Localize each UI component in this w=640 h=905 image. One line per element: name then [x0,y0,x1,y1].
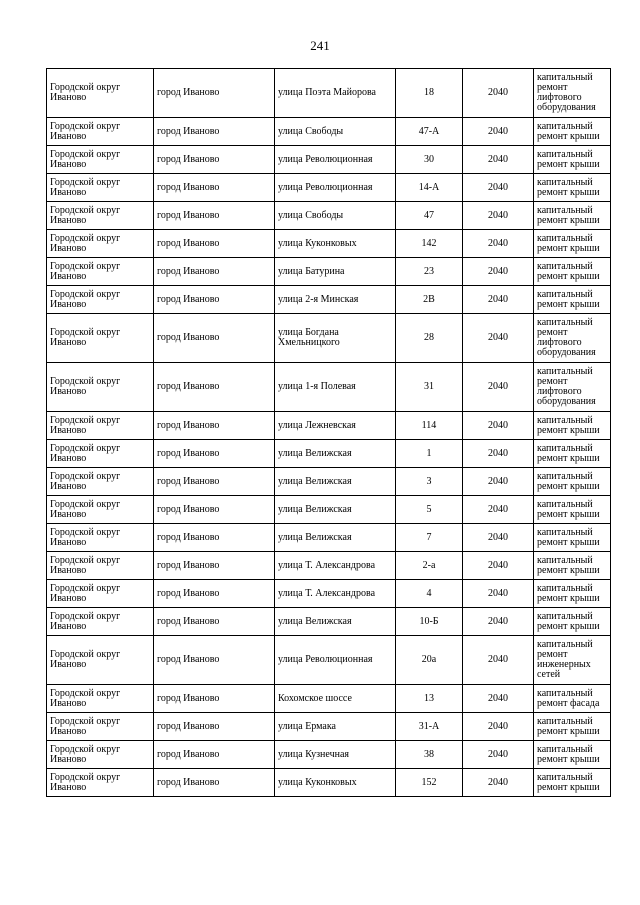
planned-year-cell: 2040 [463,608,534,636]
settlement-cell: город Иваново [154,769,275,797]
street-cell: улица Велижская [275,468,396,496]
street-cell: улица Революционная [275,636,396,685]
house-number-cell: 20а [396,636,463,685]
municipal-district-cell: Городской округ Иваново [47,552,154,580]
table-row [47,440,611,468]
work-type-cell: капитальный ремонт крыши [534,440,611,468]
table-row [47,314,611,363]
municipal-district-cell: Городской округ Иваново [47,468,154,496]
municipal-district-cell: Городской округ Иваново [47,118,154,146]
settlement-cell: город Иваново [154,363,275,412]
street-cell: улица 1-я Полевая [275,363,396,412]
work-type-cell: капитальный ремонт крыши [534,468,611,496]
work-type-cell: капитальный ремонт крыши [534,286,611,314]
street-cell: улица Т. Александрова [275,552,396,580]
table-row [47,496,611,524]
table-row [47,769,611,797]
planned-year-cell: 2040 [463,685,534,713]
planned-year-cell: 2040 [463,69,534,118]
repair-registry-table [46,68,611,797]
house-number-cell: 13 [396,685,463,713]
work-type-cell: капитальный ремонт крыши [534,174,611,202]
work-type-cell: капитальный ремонт крыши [534,118,611,146]
planned-year-cell: 2040 [463,146,534,174]
house-number-cell: 3 [396,468,463,496]
work-type-cell: капитальный ремонт фасада [534,685,611,713]
municipal-district-cell: Городской округ Иваново [47,286,154,314]
street-cell: улица Богдана Хмельницкого [275,314,396,363]
settlement-cell: город Иваново [154,741,275,769]
municipal-district-cell: Городской округ Иваново [47,69,154,118]
house-number-cell: 31-А [396,713,463,741]
planned-year-cell: 2040 [463,286,534,314]
table-row [47,741,611,769]
planned-year-cell: 2040 [463,314,534,363]
work-type-cell: капитальный ремонт крыши [534,496,611,524]
table-row [47,258,611,286]
street-cell: Кохомское шоссе [275,685,396,713]
work-type-cell: капитальный ремонт крыши [534,202,611,230]
street-cell: улица Свободы [275,118,396,146]
settlement-cell: город Иваново [154,230,275,258]
street-cell: улица Велижская [275,608,396,636]
house-number-cell: 7 [396,524,463,552]
house-number-cell: 28 [396,314,463,363]
municipal-district-cell: Городской округ Иваново [47,608,154,636]
settlement-cell: город Иваново [154,314,275,363]
municipal-district-cell: Городской округ Иваново [47,363,154,412]
house-number-cell: 14-А [396,174,463,202]
planned-year-cell: 2040 [463,713,534,741]
work-type-cell: капитальный ремонт крыши [534,258,611,286]
street-cell: улица Велижская [275,496,396,524]
table-row [47,230,611,258]
street-cell: улица Куконковых [275,769,396,797]
work-type-cell: капитальный ремонт крыши [534,769,611,797]
planned-year-cell: 2040 [463,468,534,496]
work-type-cell: капитальный ремонт лифтового оборудования [534,314,611,363]
settlement-cell: город Иваново [154,286,275,314]
house-number-cell: 23 [396,258,463,286]
table-row [47,608,611,636]
house-number-cell: 47-А [396,118,463,146]
settlement-cell: город Иваново [154,440,275,468]
settlement-cell: город Иваново [154,412,275,440]
planned-year-cell: 2040 [463,174,534,202]
house-number-cell: 2В [396,286,463,314]
municipal-district-cell: Городской округ Иваново [47,202,154,230]
table-row [47,552,611,580]
settlement-cell: город Иваново [154,636,275,685]
municipal-district-cell: Городской округ Иваново [47,713,154,741]
table-row [47,69,611,118]
planned-year-cell: 2040 [463,440,534,468]
table-row [47,524,611,552]
settlement-cell: город Иваново [154,69,275,118]
house-number-cell: 114 [396,412,463,440]
work-type-cell: капитальный ремонт крыши [534,580,611,608]
settlement-cell: город Иваново [154,580,275,608]
planned-year-cell: 2040 [463,258,534,286]
planned-year-cell: 2040 [463,202,534,230]
settlement-cell: город Иваново [154,524,275,552]
work-type-cell: капитальный ремонт крыши [534,713,611,741]
planned-year-cell: 2040 [463,552,534,580]
table-row [47,146,611,174]
municipal-district-cell: Городской округ Иваново [47,741,154,769]
settlement-cell: город Иваново [154,202,275,230]
table-row [47,412,611,440]
settlement-cell: город Иваново [154,118,275,146]
table-row [47,468,611,496]
work-type-cell: капитальный ремонт крыши [534,230,611,258]
settlement-cell: город Иваново [154,468,275,496]
settlement-cell: город Иваново [154,552,275,580]
house-number-cell: 10-Б [396,608,463,636]
planned-year-cell: 2040 [463,769,534,797]
house-number-cell: 152 [396,769,463,797]
house-number-cell: 31 [396,363,463,412]
street-cell: улица Революционная [275,146,396,174]
settlement-cell: город Иваново [154,258,275,286]
table-body [47,69,611,797]
street-cell: улица Батурина [275,258,396,286]
municipal-district-cell: Городской округ Иваново [47,412,154,440]
street-cell: улица Поэта Майорова [275,69,396,118]
street-cell: улица Революционная [275,174,396,202]
municipal-district-cell: Городской округ Иваново [47,146,154,174]
house-number-cell: 30 [396,146,463,174]
work-type-cell: капитальный ремонт крыши [534,608,611,636]
table-row [47,202,611,230]
table-row [47,286,611,314]
work-type-cell: капитальный ремонт крыши [534,146,611,174]
table-row [47,118,611,146]
planned-year-cell: 2040 [463,363,534,412]
street-cell: улица Куконковых [275,230,396,258]
table-row [47,580,611,608]
table-row [47,174,611,202]
house-number-cell: 47 [396,202,463,230]
municipal-district-cell: Городской округ Иваново [47,580,154,608]
planned-year-cell: 2040 [463,230,534,258]
settlement-cell: город Иваново [154,174,275,202]
street-cell: улица Свободы [275,202,396,230]
municipal-district-cell: Городской округ Иваново [47,496,154,524]
municipal-district-cell: Городской округ Иваново [47,685,154,713]
work-type-cell: капитальный ремонт крыши [534,741,611,769]
municipal-district-cell: Городской округ Иваново [47,440,154,468]
house-number-cell: 142 [396,230,463,258]
planned-year-cell: 2040 [463,741,534,769]
settlement-cell: город Иваново [154,608,275,636]
municipal-district-cell: Городской округ Иваново [47,174,154,202]
settlement-cell: город Иваново [154,146,275,174]
house-number-cell: 4 [396,580,463,608]
house-number-cell: 2-а [396,552,463,580]
planned-year-cell: 2040 [463,524,534,552]
house-number-cell: 38 [396,741,463,769]
municipal-district-cell: Городской округ Иваново [47,230,154,258]
page-number: 241 [310,38,330,53]
municipal-district-cell: Городской округ Иваново [47,524,154,552]
table-row [47,685,611,713]
planned-year-cell: 2040 [463,636,534,685]
municipal-district-cell: Городской округ Иваново [47,636,154,685]
table-row [47,713,611,741]
settlement-cell: город Иваново [154,685,275,713]
work-type-cell: капитальный ремонт крыши [534,552,611,580]
work-type-cell: капитальный ремонт инженерных сетей [534,636,611,685]
table-row [47,363,611,412]
street-cell: улица Лежневская [275,412,396,440]
street-cell: улица 2-я Минская [275,286,396,314]
work-type-cell: капитальный ремонт крыши [534,412,611,440]
municipal-district-cell: Городской округ Иваново [47,769,154,797]
house-number-cell: 5 [396,496,463,524]
municipal-district-cell: Городской округ Иваново [47,258,154,286]
planned-year-cell: 2040 [463,118,534,146]
house-number-cell: 18 [396,69,463,118]
work-type-cell: капитальный ремонт лифтового оборудования [534,363,611,412]
settlement-cell: город Иваново [154,713,275,741]
table-row [47,636,611,685]
street-cell: улица Ермака [275,713,396,741]
street-cell: улица Велижская [275,440,396,468]
work-type-cell: капитальный ремонт крыши [534,524,611,552]
planned-year-cell: 2040 [463,412,534,440]
planned-year-cell: 2040 [463,580,534,608]
municipal-district-cell: Городской округ Иваново [47,314,154,363]
settlement-cell: город Иваново [154,496,275,524]
planned-year-cell: 2040 [463,496,534,524]
street-cell: улица Т. Александрова [275,580,396,608]
house-number-cell: 1 [396,440,463,468]
street-cell: улица Велижская [275,524,396,552]
work-type-cell: капитальный ремонт лифтового оборудования [534,69,611,118]
street-cell: улица Кузнечная [275,741,396,769]
